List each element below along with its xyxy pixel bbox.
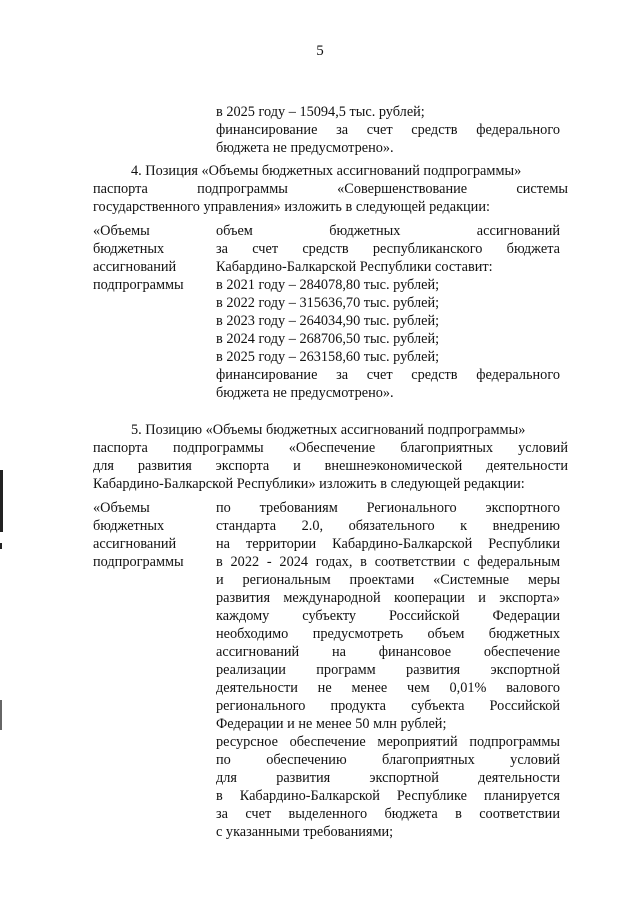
value-line: в 2025 году – 263158,60 тыс. рублей; <box>216 349 440 365</box>
value-line: с указанными требованиями; <box>216 824 394 840</box>
value-line: стандарта 2.0, обязательного к внедрению <box>216 518 560 534</box>
value-line: ассигнований на финансовое обеспечение <box>216 644 560 660</box>
value-line: в 2022 году – 315636,70 тыс. рублей; <box>216 295 440 311</box>
page-number: 5 <box>316 43 324 59</box>
value-line: бюджета не предусмотрено». <box>216 385 394 401</box>
scan-edge-mark <box>0 700 2 730</box>
value-line: за счет выделенного бюджета в соответствии <box>216 806 560 822</box>
value-line: ресурсное обеспечение мероприятий подпрограммы <box>216 734 560 750</box>
text-line: государственного управления» изложить в следующей редакции: <box>93 199 490 215</box>
label-line: бюджетных <box>93 518 165 534</box>
value-line: необходимо предусмотреть объем бюджетных <box>216 626 560 642</box>
text-line: паспорта подпрограммы «Совершенствование системы <box>93 181 568 197</box>
text-line: 4. Позиция «Объемы бюджетных ассигнований подпрограммы» <box>131 163 522 179</box>
value-line: деятельности не менее чем 0,01% валового <box>216 680 560 696</box>
label-line: подпрограммы <box>93 554 184 570</box>
value-line: в Кабардино-Балкарской Республике планируется <box>216 788 560 804</box>
value-line: каждому субъекту Российской Федерации <box>216 608 560 624</box>
value-line: на территории Кабардино-Балкарской Республики <box>216 536 560 552</box>
value-line: объем бюджетных ассигнований <box>216 223 560 239</box>
label-line: ассигнований <box>93 536 177 552</box>
value-line: и региональным проектами «Системные меры <box>216 572 560 588</box>
label-line: подпрограммы <box>93 277 184 293</box>
label-line: ассигнований <box>93 259 177 275</box>
value-line: в 2021 году – 284078,80 тыс. рублей; <box>216 277 440 293</box>
value-line: финансирование за счет средств федерального <box>216 367 560 383</box>
value-line: реализации программ развития экспортной <box>216 662 560 678</box>
text-line: Кабардино-Балкарской Республики» изложить в следующей редакции: <box>93 476 525 492</box>
value-line: по обеспечению благоприятных условий <box>216 752 560 768</box>
scan-edge-mark <box>0 543 2 549</box>
value-line: для развития экспортной деятельности <box>216 770 560 786</box>
text-line: в 2025 году – 15094,5 тыс. рублей; <box>216 104 425 120</box>
label-line: «Объемы <box>93 500 150 516</box>
value-line: по требованиям Регионального экспортного <box>216 500 560 516</box>
text-line: финансирование за счет средств федерального <box>216 122 560 138</box>
text-line: бюджета не предусмотрено». <box>216 140 394 156</box>
label-line: бюджетных <box>93 241 165 257</box>
value-line: в 2023 году – 264034,90 тыс. рублей; <box>216 313 440 329</box>
value-line: Федерации и не менее 50 млн рублей; <box>216 716 447 732</box>
text-line: паспорта подпрограммы «Обеспечение благоприятных условий <box>93 440 568 456</box>
text-line: 5. Позицию «Объемы бюджетных ассигнований подпрограммы» <box>131 422 526 438</box>
value-line: в 2022 - 2024 годах, в соответствии с федеральным <box>216 554 560 570</box>
scan-edge-mark <box>0 470 3 532</box>
value-line: за счет средств республиканского бюджета <box>216 241 560 257</box>
value-line: Кабардино-Балкарской Республики составит: <box>216 259 493 275</box>
value-line: в 2024 году – 268706,50 тыс. рублей; <box>216 331 440 347</box>
label-line: «Объемы <box>93 223 150 239</box>
value-line: регионального продукта субъекта Российской <box>216 698 560 714</box>
value-line: развития международной кооперации и экспорта» <box>216 590 560 606</box>
text-line: для развития экспорта и внешнеэкономической деятельности <box>93 458 568 474</box>
